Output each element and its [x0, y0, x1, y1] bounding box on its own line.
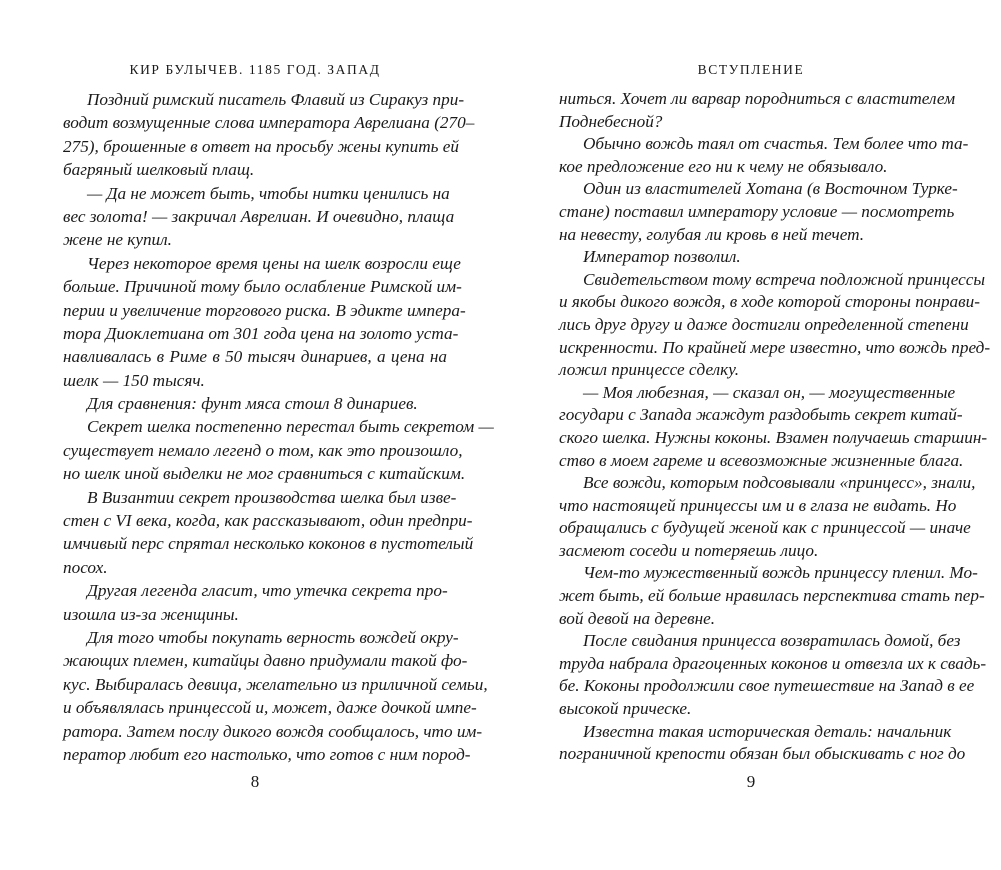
paragraph: [63, 88, 475, 182]
paragraph: [63, 415, 494, 485]
text-line: Обычно вождь таял от счастья. Тем более что та-: [583, 134, 969, 154]
text-line: — Моя любезная, — сказал он, — могущественные: [583, 382, 956, 402]
text-line: водит возмущенные слова императора Аврелиана (270–: [63, 113, 475, 133]
paragraph: [559, 133, 969, 178]
text-line: и якобы дикого вождя, в ходе которой стороны понрави-: [559, 292, 980, 312]
text-line: После свидания принцесса возвратилась домой, без: [583, 631, 961, 651]
text-line: на невесту, голубая ли кровь в ней течет.: [559, 224, 865, 244]
paragraph: [63, 486, 474, 580]
page-number: 8: [250, 772, 260, 791]
paragraph: [559, 721, 966, 766]
text-line: обращались с будущей женой как с принцессой — иначе: [559, 518, 971, 538]
text-line: имчивый перс спрятал несколько коконов в пустотелый: [63, 534, 474, 554]
text-line: ратора. Затем послу дикого вождя сообщалось, что им-: [63, 721, 483, 741]
text-line: Через некоторое время цены на шелк возросли еще: [87, 253, 461, 273]
paragraph: [63, 392, 447, 415]
text-line: жет быть, ей больше нравилась перспектива стать пер-: [559, 586, 985, 606]
text-line: искренности. По крайней мере известно, что вождь пред-: [559, 337, 991, 357]
text-line: Один из властителей Хотана (в Восточном Турке-: [583, 179, 958, 199]
text-line: засмеют соседи и потеряешь лицо.: [559, 540, 819, 560]
paragraph: [63, 626, 488, 766]
text-line: жающих племен, китайцы давно придумали такой фо-: [63, 651, 468, 671]
text-line: и объявлялась принцессой и, может, даже дочкой импе-: [63, 698, 477, 718]
page-number: 9: [746, 772, 756, 791]
text-line: Император позволил.: [583, 247, 741, 267]
text-line: ниться. Хочет ли варвар породниться с властителем: [559, 89, 956, 108]
text-line: — Да не может быть, чтобы нитки ценились на: [87, 183, 450, 203]
text-line: кое предложение его ни к чему не обязывало.: [559, 156, 888, 176]
paragraph: [559, 246, 943, 269]
running-head: ВСТУПЛЕНИЕ: [697, 62, 805, 77]
running-head: КИР БУЛЫЧЕВ. 1185 ГОД. ЗАПАД: [129, 62, 381, 77]
text-line: лись друг другу и даже достигли определенной степени: [559, 314, 969, 334]
text-line: Для того чтобы покупать верность вождей окру-: [87, 627, 459, 647]
text-line: изошла из-за женщины.: [63, 604, 239, 624]
text-line: больше. Причиной тому было ослабление Римской им-: [63, 277, 462, 297]
text-line: что настоящей принцессы им и в глаза не видать. Но: [559, 495, 957, 515]
text-line: тора Диоклетиана от 301 года цена на золото уста-: [63, 323, 459, 343]
text-line: В Византии секрет производства шелка был изве-: [87, 487, 457, 507]
page-body: [559, 88, 991, 766]
text-line: багряный шелковый плащ.: [63, 160, 255, 180]
text-line: Секрет шелка постепенно перестал быть секретом —: [87, 417, 494, 437]
paragraph: [63, 579, 447, 626]
text-line: ператор любит его настолько, что готов с ним пород-: [63, 744, 471, 764]
text-line: кус. Выбиралась девица, желательно из приличной семьи,: [63, 674, 488, 694]
paragraph: [559, 472, 976, 562]
paragraph: [63, 252, 466, 392]
text-line: Другая легенда гласит, что утечка секрета про-: [87, 581, 448, 601]
text-line: но шелк иной выделки не мог сравниться с китайским.: [63, 464, 466, 484]
paragraph: [559, 382, 988, 472]
text-line: Поздний римский писатель Флавий из Сиракуз при-: [87, 90, 465, 109]
paragraph: [559, 88, 956, 133]
text-line: вой девой на деревне.: [559, 608, 716, 628]
page-body: [63, 88, 494, 766]
text-line: жене не купил.: [63, 230, 172, 250]
text-line: ство в моем гареме и всевозможные жизненные блага.: [559, 450, 964, 470]
text-line: 275), брошенные в ответ на просьбу жены купить ей: [63, 136, 459, 156]
text-line: Известна такая историческая деталь: начальник: [583, 721, 952, 741]
text-line: ского шелка. Нужны коконы. Взамен получаешь старшин-: [559, 427, 988, 447]
text-line: стен с VI века, когда, как рассказывают, один предпри-: [63, 511, 473, 531]
left-page: [63, 0, 494, 870]
text-line: ложил принцессе сделку.: [559, 360, 740, 380]
text-line: посох.: [63, 557, 108, 577]
paragraph: [559, 562, 985, 630]
text-line: перии и увеличение торгового риска. В эдикте импера-: [63, 300, 466, 320]
text-line: государи с Запада жаждут раздобыть секрет китай-: [559, 405, 963, 425]
text-line: бе. Коконы продолжили свое путешествие на Запад в ее: [559, 676, 975, 696]
text-line: существует немало легенд о том, как это произошло,: [63, 440, 463, 460]
text-line: Свидетельством тому встреча подложной принцессы: [583, 269, 985, 289]
text-line: Для сравнения: фунт мяса стоил 8 динариев.: [87, 394, 418, 414]
text-line: труда набрала драгоценных коконов и отвезла их к свадь-: [559, 653, 987, 673]
text-line: Все вожди, которым подсовывали «принцесс», знали,: [583, 473, 976, 493]
paragraph: [559, 178, 958, 246]
text-line: вес золота! — закричал Аврелиан. И очевидно, плаща: [63, 206, 455, 226]
text-line: шелк — 150 тысяч.: [63, 370, 205, 390]
text-line: Чем-то мужественный вождь принцессу пленил. Мо-: [583, 563, 978, 583]
text-line: стане) поставил императору условие — посмотреть: [559, 201, 955, 221]
text-line: пограничной крепости обязан был обыскивать с ног до: [559, 744, 966, 764]
paragraph: [63, 182, 455, 252]
text-line: высокой прическе.: [559, 699, 692, 719]
text-line: Поднебесной?: [559, 111, 663, 131]
right-page: [559, 0, 991, 870]
paragraph: [559, 630, 987, 720]
text-line: навливалась в Риме в 50 тысяч динариев, а цена на: [63, 347, 447, 367]
paragraph: [559, 269, 991, 382]
